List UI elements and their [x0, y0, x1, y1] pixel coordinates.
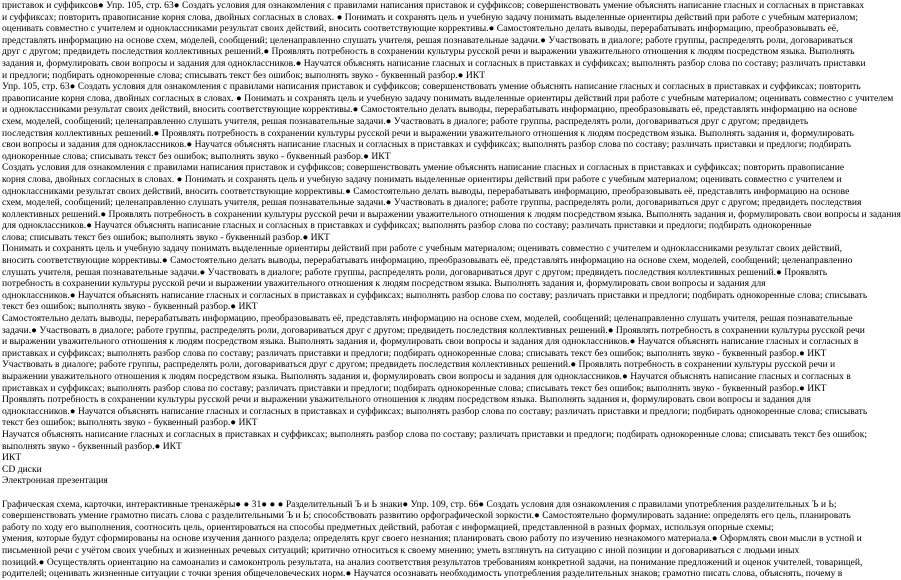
- text-line: вносить соответствующие коррективы.● Самостоятельно делать выводы, перерабатывать информацию, преобразовывать её, представлять информацию на основе схем, моделей, сообщений; целенаправленно: [2, 255, 853, 267]
- document-text: [2, 0, 901, 580]
- text-line: приставках и суффиксах; выполнять разбор слова по составу; различать приставки и предлоги; подбирать однокоренные слова; списывать текст без ошибок; выполнять звуко - буквенный разбор.● ИКТ: [2, 347, 827, 359]
- text-line: Самостоятельно делать выводы, перерабатывать информацию, преобразовывать её, представлять информацию на основе схем, моделей, сообщений; целенаправленно слушать учителя, решая познавательные: [2, 313, 853, 325]
- text-line: схем, моделей, сообщений; целенаправленно слушать учителя, решая познавательные задачи.● Участвовать в диалоге; работе группы, распределять роли, договариваться друг с другом; предвидеть последствия: [2, 197, 862, 209]
- text-line: умения, которые будут сформированы на основе изучения данного раздела; определять круг своего незнания; планировать свою работу по изучению незнакомого материала.● Оформлять свои мысли в устной и: [2, 533, 862, 545]
- text-line: выполнять звуко - буквенный разбор.● ИКТ: [2, 440, 182, 452]
- text-line: и предлоги; подбирать однокоренные слова; списывать текст без ошибок; выполнять звуко - буквенный разбор.● ИКТ: [2, 69, 486, 81]
- text-line: одноклассников.● Научатся объяснять написание гласных и согласных в приставках и суффиксах; выполнять разбор слова по составу; различать приставки и предлоги; подбирать однокоренные слова; списывать: [2, 405, 868, 417]
- text-line: приставках и суффиксах; выполнять разбор слова по составу; различать приставки и предлоги; подбирать однокоренные слова; списывать текст без ошибок; выполнять звуко - буквенный разбор.● ИКТ: [2, 382, 827, 394]
- text-line: ИКТ: [2, 452, 22, 464]
- text-line: потребность в сохранении культуры русской речи и выражении уважительного отношения к людям посредством языка. Выполнять задания и, формулировать свои вопросы и задания для: [2, 278, 766, 290]
- text-line: Упр. 105, стр. 63● Создать условия для ознакомления с правилами написания приставок и суффиксов; совершенствовать умение объяснять написание гласных и согласных в приставках и суффиксах; повторить: [2, 81, 861, 93]
- text-line: задания и, формулировать свои вопросы и задания для одноклассников.● Научатся объяснять написание гласных и согласных в приставках и суффиксах; выполнять разбор слова по составу; различать приставки: [2, 57, 866, 69]
- text-line: работу по ходу его выполнения, соотносить цель, ориентироваться на способы предметных действий, работая с информацией, представленной в разных формах, используя опорные схемы;: [2, 521, 774, 533]
- text-line: задачи.● Участвовать в диалоге; работе группы, распределять роли, договариваться друг с другом; предвидеть последствия коллективных решений.● Проявлять потребность в сохранении культуры русской речи: [2, 324, 865, 336]
- text-line: совершенствовать умение грамотно писать слова с разделительными Ъ и Ь; способствовать развитию орфографической зоркости.● Самостоятельно формулировать задание: определять его цель, планировать: [2, 510, 851, 522]
- text-line: Понимать и сохранять цель и учебную задачу понимать выделенные ориентиры действий при работе с учебным материалом; оценивать совместно с учителем и одноклассниками результат своих действий,: [2, 243, 842, 255]
- text-line: родителей; оценивать жизненные ситуации с точки зрения общечеловеческих норм.● Научатся осознавать необходимость употребления разделительных знаков; грамотно писать слова, объяснять, почему в: [2, 568, 843, 580]
- text-line: коллективных решений.● Проявлять потребность в сохранении культуры русской речи и выражении уважительного отношения к людям посредством языка. Выполнять задания и, формулировать свои вопросы и задания: [2, 208, 901, 220]
- text-line: представлять информацию на основе схем, моделей, сообщений; целенаправленно слушать учителя, решая познавательные задачи.● Участвовать в диалоге; работе группы, распределять роли, договариваться: [2, 34, 853, 46]
- text-line: Проявлять потребность в сохранении культуры русской речи и выражении уважительного отношения к людям посредством языка. Выполнять задания и, формулировать свои вопросы и задания для: [2, 394, 811, 406]
- text-line: и выражении уважительного отношения к людям посредством языка. Выполнять задания и, формулировать свои вопросы и задания для одноклассников.● Научатся объяснять написание гласных и согласных в: [2, 336, 859, 348]
- text-line: свои вопросы и задания для одноклассников.● Научатся объяснять написание гласных и согласных в приставках и суффиксах; выполнять разбор слова по составу; различать приставки и предлоги; подбирать: [2, 139, 851, 151]
- text-line: однокоренные слова; списывать текст без ошибок; выполнять звуко - буквенный разбор.● ИКТ: [2, 150, 391, 162]
- paragraph-gap: [2, 487, 814, 499]
- text-line: последствия коллективных решений.● Проявлять потребность в сохранении культуры русской речи и выражении уважительного отношения к людям посредством языка. Выполнять задания и, формулировать: [2, 127, 854, 139]
- text-line: друг с другом; предвидеть последствия коллективных решений.● Проявлять потребность в сохранении культуры русской речи и выражении уважительного отношения к людям посредством языка. Выполнять: [2, 46, 855, 58]
- text-line: одноклассников.● Научатся объяснять написание гласных и согласных в приставках и суффиксах; выполнять разбор слова по составу; различать приставки и предлоги; подбирать однокоренные слова; списывать: [2, 289, 868, 301]
- text-line: и суффиксах; повторить правописание корня слова, двойных согласных в словах. ● Понимать и сохранять цель и учебную задачу понимать выделенные ориентиры действий при работе с учебным материалом;: [2, 11, 859, 23]
- text-line: Создать условия для ознакомления с правилами написания приставок и суффиксов; совершенствовать умение объяснять написание гласных и согласных в приставках и суффиксах; повторить правописание: [2, 162, 845, 174]
- text-line: Научатся объяснять написание гласных и согласных в приставках и суффиксах; выполнять разбор слова по составу; различать приставки и предлоги; подбирать однокоренные слова; списывать текст без ошибок;: [2, 428, 868, 440]
- text-line: приставок и суффиксов● Упр. 105, стр. 63● Создать условия для ознакомления с правилами написания приставок и суффиксов; совершенствовать умение объяснять написание гласных и согласных в приставках: [2, 0, 865, 11]
- text-line: Графическая схема, карточки, интерактивные тренажёры● ● 31● ● ● Разделительный Ъ и Ь знаки● Упр. 109, стр. 66● Создать условия для ознакомления с правилами употребления разделительных Ъ и Ь;: [2, 498, 837, 510]
- text-line: правописание корня слова, двойных согласных в словах. ● Понимать и сохранять цель и учебную задачу понимать выделенные ориентиры действий при работе с учебным материалом; оценивать совместно с учителем: [2, 92, 894, 104]
- text-line: письменной речи с учётом своих учебных и жизненных речевых ситуаций; критично относиться к своему мнению; уметь взглянуть на ситуацию с иной позиции и договариваться с людьми иных: [2, 544, 800, 556]
- text-line: для одноклассников.● Научатся объяснять написание гласных и согласных в приставках и суффиксах; выполнять разбор слова по составу; различать приставки и предлоги; подбирать однокоренные: [2, 220, 812, 232]
- text-line: выражении уважительного отношения к людям посредством языка. Выполнять задания и, формулировать свои вопросы и задания для одноклассников.● Научатся объяснять написание гласных и согласных в: [2, 371, 851, 382]
- text-line: текст без ошибок; выполнять звуко - буквенный разбор.● ИКТ: [2, 417, 258, 429]
- text-line: и одноклассниками результат своих действий, вносить соответствующие коррективы.● Самостоятельно делать выводы, перерабатывать информацию, преобразовывать её, представлять информацию на основе: [2, 104, 857, 116]
- text-line: CD диски: [2, 463, 42, 475]
- text-line: схем, моделей, сообщений; целенаправленно слушать учителя, решая познавательные задачи.● Участвовать в диалоге; работе группы, распределять роли, договариваться друг с другом; предвидеть: [2, 115, 809, 127]
- text-line: одноклассниками результат своих действий, вносить соответствующие коррективы.● Самостоятельно делать выводы, перерабатывать информацию, преобразовывать её, представлять информацию на основе: [2, 185, 850, 197]
- text-line: корня слова, двойных согласных в словах. ● Понимать и сохранять цель и учебную задачу понимать выделенные ориентиры действий при работе с учебным материалом; оценивать совместно с учителем и: [2, 173, 842, 185]
- text-line: оценивать совместно с учителем и одноклассниками результат своих действий, вносить соответствующие коррективы.● Самостоятельно делать выводы, перерабатывать информацию, преобразовывать её,: [2, 23, 839, 35]
- text-line: Участвовать в диалоге; работе группы, распределять роли, договариваться друг с другом; предвидеть последствия коллективных решений.● Проявлять потребность в сохранении культуры русской речи и: [2, 359, 836, 371]
- text-line: позиций.● Осуществлять ориентацию на самоанализ и самоконтроль результата, на анализ соответствия результатов требованиям конкретной задачи, на понимание предложений и оценок учителей, товарищей,: [2, 556, 863, 568]
- text-line: слушать учителя, решая познавательные задачи.● Участвовать в диалоге; работе группы, распределять роли, договариваться друг с другом; предвидеть последствия коллективных решений.● Проявлять: [2, 266, 828, 278]
- text-line: Электронная презентация: [2, 475, 108, 487]
- text-line: слова; списывать текст без ошибок; выполнять звуко - буквенный разбор.● ИКТ: [2, 231, 330, 243]
- text-line: текст без ошибок; выполнять звуко - буквенный разбор.● ИКТ: [2, 301, 258, 313]
